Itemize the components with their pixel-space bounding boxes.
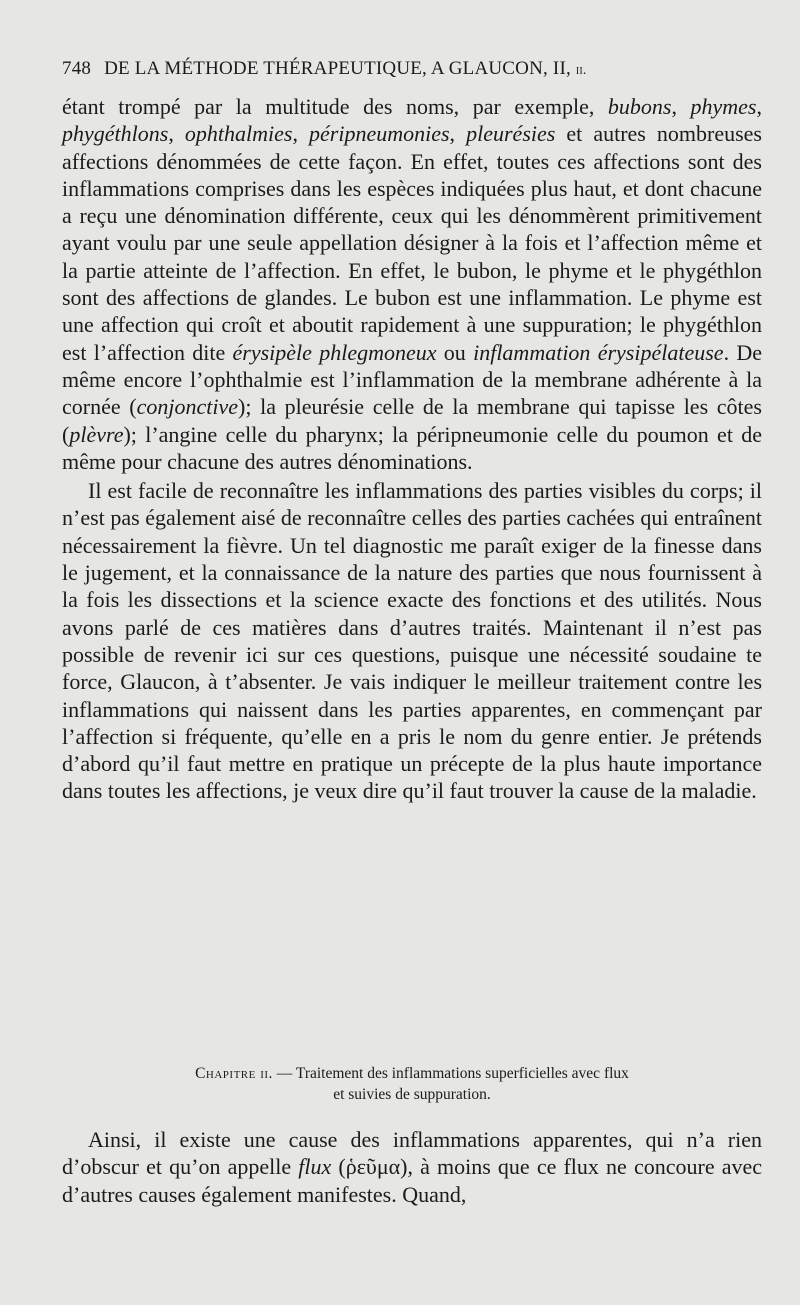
- main-text: [62, 93, 762, 805]
- text-run: (ῥεῦμα), à moins que ce flux ne concoure avec d’autres causes également manifestes. Quand,: [62, 1154, 763, 1207]
- text-run: ,: [168, 121, 185, 147]
- italic-term: phygéthlons: [62, 121, 169, 147]
- page-number: 748: [62, 58, 92, 79]
- chapter-text: [62, 1126, 762, 1208]
- italic-term: flux: [298, 1154, 332, 1180]
- italic-term: inflammation érysipélateuse: [473, 339, 724, 365]
- italic-term: ophthalmies: [184, 121, 293, 147]
- italic-term: plèvre: [69, 421, 124, 447]
- italic-term: péripneumonies: [309, 121, 450, 147]
- text-run: et autres nombreuses affections dénommées de cette façon. En effet, toutes ces affections sont des inflammations comprises dans les espèces indiquées plus haut, et dont chacune a reçu une dénomination différente, ceux qui les dénommèrent primitivement ayant voulu par une seule appellation désigner à la fois et l’affection même et la partie atteinte de l’affection. En effet, le bubon, le phyme et le phygéthlon sont des affections de glandes. Le bubon est une inflammation. Le phyme est une affection qui croît et aboutit rapidement à une suppuration; le phygéthlon est l’affection dite: [62, 121, 762, 365]
- header-title: DE LA MÉTHODE THÉRAPEUTIQUE, A GLAUCON, II,: [104, 58, 571, 79]
- text-run: ,: [292, 121, 310, 147]
- italic-term: bubons: [607, 94, 672, 119]
- italic-term: conjonctive: [136, 394, 239, 420]
- text-run: ,: [671, 94, 691, 119]
- italic-term: pleurésies: [466, 121, 556, 147]
- paragraph-2: Il est facile de reconnaître les inflammations des parties visibles du corps; il n’est pas également aisé de reconnaître celles des parties cachées qui entraînent nécessairement la fièvre. Un tel diagnostic me paraît exiger de la finesse dans le jugement, et la connaissance de la nature des parties que nous fournissent à la fois les dissections et la science exacte des fonctions et des utilités. Nous avons parlé de ces matières dans d’autres traités. Maintenant il n’est pas possible de revenir ici sur ces questions, puisque une nécessité soudaine te force, Glaucon, à t’absenter. Je vais indiquer le meilleur traitement contre les inflammations qui naissent dans les parties apparentes, en commençant par l’affection si fréquente, qu’elle en a pris le nom du genre entier. Je prétends d’abord qu’il faut mettre en pratique un précepte de la plus haute importance dans toutes les affections, je veux dire qu’il faut trouver la cause de la maladie.: [62, 478, 762, 804]
- text-run: ou: [436, 339, 474, 365]
- text-run: ); l’angine celle du pharynx; la péripneumonie celle du poumon et de même pour chacune des autres dénominations.: [62, 421, 762, 474]
- text-run: Ainsi, il existe une cause des inflammations apparentes, qui n’a rien d’obscur et qu’on appelle: [62, 1127, 762, 1180]
- chapter-heading: [62, 1063, 762, 1105]
- paragraph-3: [62, 1126, 762, 1208]
- text-run: ,: [449, 121, 467, 147]
- paragraph-1: [62, 93, 762, 475]
- chapter-title-line-1: — Traitement des inflammations superficielles avec flux: [272, 1065, 629, 1082]
- text-run: ,: [756, 94, 762, 119]
- chapter-label: Chapitre ii.: [195, 1065, 273, 1082]
- text-run: . De même encore l’ophthalmie est l’inflammation de la membrane adhérente à la cornée (: [62, 339, 763, 420]
- text-run: étant trompé par la multitude des noms, par exemple,: [62, 94, 608, 119]
- chapter-title-line-2: et suivies de suppuration.: [333, 1086, 491, 1103]
- running-header: [62, 58, 762, 80]
- header-title-small: ii.: [575, 63, 587, 78]
- italic-term: érysipèle phlegmoneux: [232, 339, 437, 365]
- text-run: ); la pleurésie celle de la membrane qui tapisse les côtes (: [62, 394, 762, 447]
- italic-term: phymes: [690, 94, 757, 119]
